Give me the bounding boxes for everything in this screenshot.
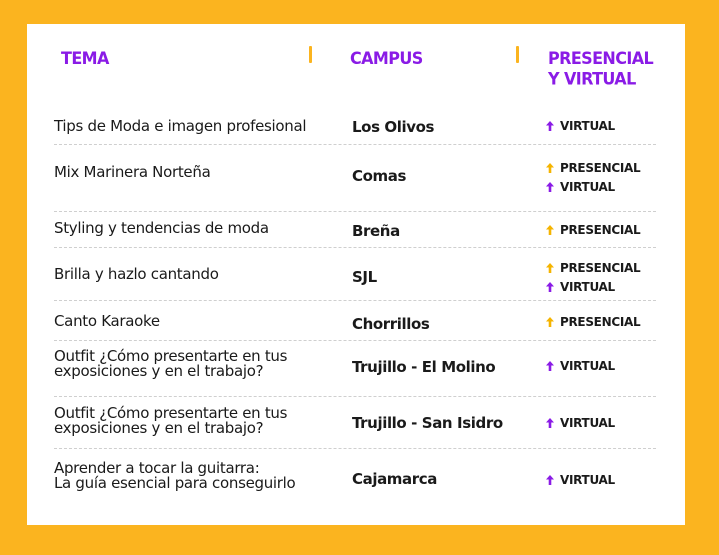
row-modalidad — [545, 220, 640, 239]
mode-label: VIRTUAL — [560, 358, 615, 373]
row-divider — [54, 300, 656, 301]
header-modalidad-line2: Y VIRTUAL — [548, 68, 636, 90]
header-modalidad-line1: PRESENCIAL — [548, 48, 654, 69]
row-modalidad — [545, 116, 615, 135]
row-divider — [54, 211, 656, 212]
row-campus: SJL — [352, 268, 377, 286]
header-tema: TEMA — [61, 48, 109, 69]
row-campus: Breña — [352, 222, 400, 240]
row-modalidad — [545, 158, 640, 196]
row-tema-line: Styling y tendencias de moda — [54, 219, 269, 237]
row-campus: Los Olivos — [352, 118, 435, 136]
row-tema — [54, 461, 295, 491]
row-tema — [54, 406, 287, 436]
row-divider — [54, 448, 656, 449]
mode-label: VIRTUAL — [560, 179, 615, 194]
schedule-card — [27, 24, 685, 525]
arrow-up-icon — [545, 262, 555, 274]
row-divider — [54, 340, 656, 341]
mode-label: PRESENCIAL — [560, 160, 641, 175]
header-divider — [309, 46, 312, 63]
arrow-up-icon — [545, 316, 555, 328]
row-tema-line: Tips de Moda e imagen profesional — [54, 117, 307, 135]
arrow-up-icon — [545, 417, 555, 429]
row-tema-line: Outfit ¿Cómo presentarte en tus — [54, 347, 288, 365]
row-divider — [54, 396, 656, 397]
mode-virtual — [545, 470, 615, 489]
row-tema-line: Mix Marinera Norteña — [54, 163, 211, 181]
row-divider — [54, 144, 656, 145]
row-tema-line: La guía esencial para conseguirlo — [54, 474, 296, 492]
arrow-up-icon — [545, 224, 555, 236]
row-campus: Cajamarca — [352, 470, 437, 488]
mode-virtual — [545, 116, 615, 135]
mode-label: PRESENCIAL — [560, 260, 641, 275]
mode-label: VIRTUAL — [560, 415, 615, 430]
mode-label: PRESENCIAL — [560, 222, 641, 237]
row-modalidad — [545, 312, 640, 331]
mode-label: VIRTUAL — [560, 279, 615, 294]
mode-label: PRESENCIAL — [560, 314, 641, 329]
row-tema — [54, 221, 269, 236]
row-tema-line: Brilla y hazlo cantando — [54, 265, 219, 283]
row-tema — [54, 314, 160, 329]
row-campus: Trujillo - San Isidro — [352, 414, 503, 432]
mode-virtual — [545, 277, 640, 296]
mode-virtual — [545, 413, 615, 432]
row-campus: Comas — [352, 167, 406, 185]
header-campus: CAMPUS — [350, 48, 423, 69]
row-modalidad — [545, 470, 615, 489]
header-modalidad — [548, 48, 668, 89]
row-campus: Chorrillos — [352, 315, 430, 333]
arrow-up-icon — [545, 281, 555, 293]
row-modalidad — [545, 356, 615, 375]
row-tema-line: Canto Karaoke — [54, 312, 160, 330]
arrow-up-icon — [545, 360, 555, 372]
mode-virtual — [545, 356, 615, 375]
row-divider — [54, 247, 656, 248]
mode-presencial — [545, 312, 640, 331]
row-modalidad — [545, 413, 615, 432]
row-tema — [54, 349, 287, 379]
mode-presencial — [545, 258, 640, 277]
row-tema — [54, 165, 210, 180]
row-tema — [54, 119, 306, 134]
row-tema-line: exposiciones y en el trabajo? — [54, 362, 264, 380]
row-tema — [54, 267, 219, 282]
mode-label: VIRTUAL — [560, 118, 615, 133]
arrow-up-icon — [545, 474, 555, 486]
mode-virtual — [545, 177, 640, 196]
arrow-up-icon — [545, 162, 555, 174]
arrow-up-icon — [545, 181, 555, 193]
row-modalidad — [545, 258, 640, 296]
row-campus: Trujillo - El Molino — [352, 358, 496, 376]
arrow-up-icon — [545, 120, 555, 132]
row-tema-line: Outfit ¿Cómo presentarte en tus — [54, 404, 288, 422]
mode-label: VIRTUAL — [560, 472, 615, 487]
header-divider — [516, 46, 519, 63]
mode-presencial — [545, 158, 640, 177]
row-tema-line: Aprender a tocar la guitarra: — [54, 459, 260, 477]
mode-presencial — [545, 220, 640, 239]
row-tema-line: exposiciones y en el trabajo? — [54, 419, 264, 437]
